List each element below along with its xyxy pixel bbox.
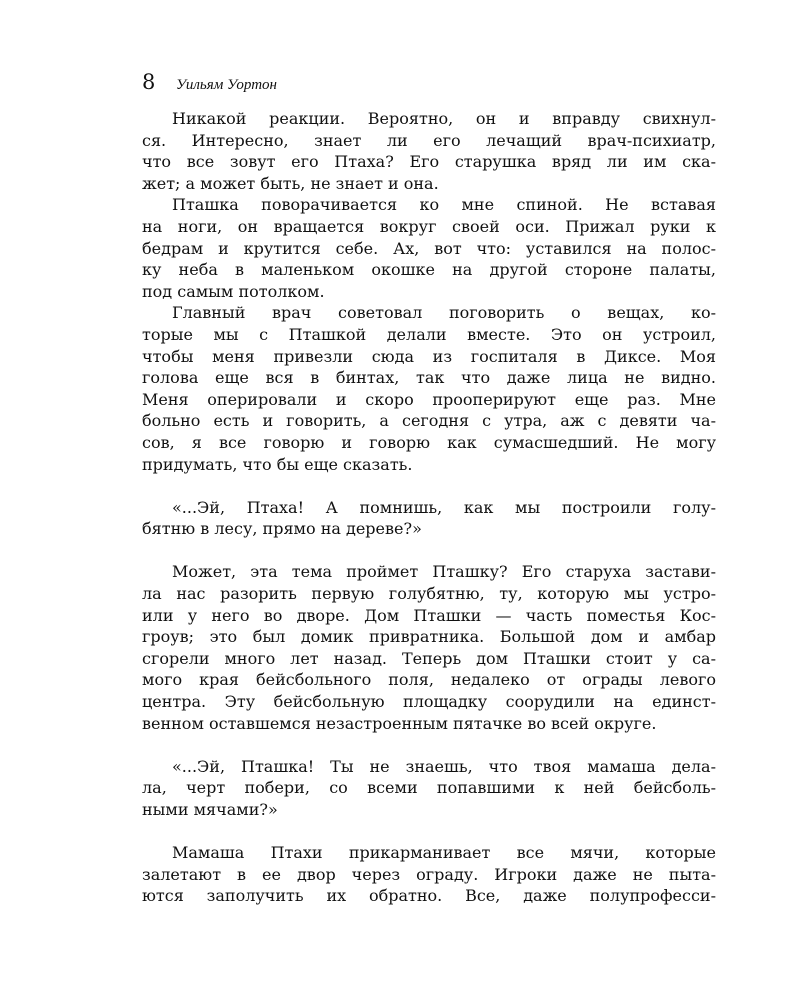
quote-paragraph: [142, 756, 716, 821]
text-line: Никакой реакции. Вероятно, он и вправду свихнул-: [172, 109, 716, 128]
paragraph-gap: [142, 540, 716, 562]
paragraph: [142, 561, 716, 734]
text-line: Может, эта тема проймет Пташку? Его старуха застави-: [172, 562, 716, 582]
text-line: что все зовут его Птаха? Его старушка вряд ли им ска-: [142, 152, 716, 172]
text-line: жет; а может быть, не знает и она.: [142, 173, 439, 193]
paragraph: [142, 302, 716, 475]
text-line: мого края бейсбольного поля, недалеко от ограды левого: [142, 670, 716, 690]
text-line: чтобы меня привезли сюда из госпиталя в Диксе. Моя: [142, 346, 716, 366]
text-line: на ноги, он вращается вокруг своей оси. Прижал руки к: [142, 216, 716, 236]
text-line: сов, я все говорю и говорю как сумасшедший. Не могу: [142, 432, 716, 452]
text-line: ла, черт побери, со всеми попавшими к ней бейсболь-: [142, 778, 716, 798]
text-line: больно есть и говорить, а сегодня с утра, аж с девяти ча-: [142, 411, 716, 431]
text-line: центра. Эту бейсбольную площадку соорудили на единст-: [142, 692, 716, 712]
text-line: Главный врач советовал поговорить о вещах, ко-: [172, 303, 716, 323]
text-line: Меня оперировали и скоро прооперируют еще раз. Мне: [142, 389, 716, 409]
text-line: голова еще вся в бинтах, так что даже лица не видно.: [142, 368, 716, 388]
paragraph-gap: [142, 821, 716, 843]
paragraph-gap: [142, 475, 716, 497]
text-line: Пташка поворачивается ко мне спиной. Не вставая: [172, 195, 716, 215]
body-text: [142, 108, 716, 907]
text-line: бедрам и крутится себе. Ах, вот что: уставился на полос-: [142, 238, 716, 258]
paragraph: [142, 108, 716, 194]
quote-paragraph: [142, 497, 716, 540]
paragraph: [142, 194, 716, 302]
running-title-author: Уильям Уортон: [176, 77, 277, 93]
text-line: придумать, что бы еще сказать.: [142, 454, 413, 474]
text-line: бятню в лесу, прямо на дереве?»: [142, 519, 422, 539]
text-line: ла нас разорить первую голубятню, ту, которую мы устро-: [142, 584, 716, 604]
text-line: ку неба в маленьком окошке на другой стороне палаты,: [142, 260, 716, 280]
text-line: Мамаша Птахи прикарманивает все мячи, которые: [172, 843, 716, 863]
paragraph: [142, 842, 716, 907]
text-line: ными мячами?»: [142, 800, 278, 819]
text-line: торые мы с Пташкой делали вместе. Это он устроил,: [142, 324, 716, 344]
text-line: ся. Интересно, знает ли его лечащий врач-психиатр,: [142, 130, 716, 150]
text-line: «...Эй, Пташка! Ты не знаешь, что твоя мамаша дела-: [172, 756, 716, 776]
book-page: [142, 70, 716, 907]
page-header: [142, 70, 716, 94]
text-line: залетают в ее двор через ограду. Игроки даже не пыта-: [142, 864, 716, 884]
text-line: гроув; это был домик привратника. Большой дом и амбар: [142, 627, 716, 647]
paragraph-gap: [142, 734, 716, 756]
text-line: венном оставшемся незастроенным пятачке во всей округе.: [142, 713, 657, 733]
text-line: ются заполучить их обратно. Все, даже полупрофесси-: [142, 886, 716, 906]
text-line: «...Эй, Птаха! А помнишь, как мы построили голу-: [172, 497, 716, 517]
text-line: сгорели много лет назад. Теперь дом Пташки стоит у са-: [142, 648, 716, 668]
text-line: или у него во дворе. Дом Пташки — часть поместья Кос-: [142, 605, 716, 625]
text-line: под самым потолком.: [142, 281, 325, 301]
page-number: 8: [142, 70, 156, 94]
